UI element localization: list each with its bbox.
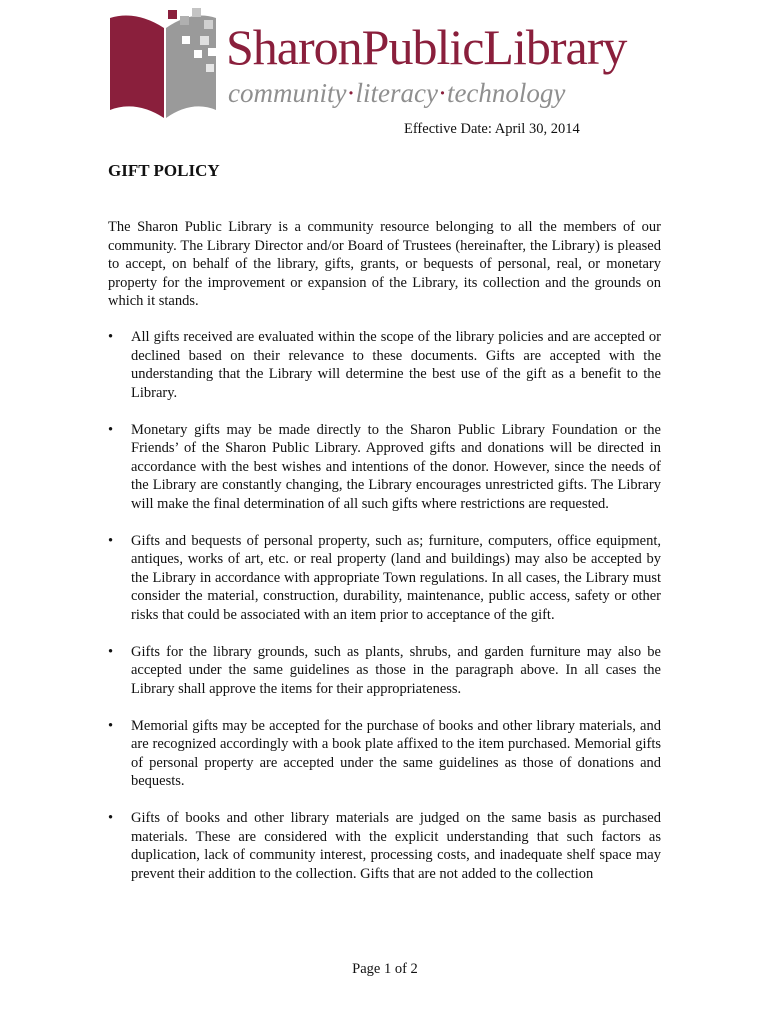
tagline-word: literacy (355, 78, 438, 108)
page-number: Page 1 of 2 (352, 961, 418, 977)
list-item (108, 328, 661, 402)
bullet-icon: • (108, 532, 114, 549)
tagline-word: technology (446, 78, 566, 108)
tagline-word: community (228, 78, 347, 108)
list-item-text: All gifts received are evaluated within the scope of the library policies and are accepted or declined based on their relevance to these documents. Gifts are accepted with the understanding that the Library will determine the best use of the gift as a benefit to the Library. (131, 329, 661, 401)
logo-title: SharonPublicLibrary (226, 19, 627, 75)
tagline-separator: · (346, 78, 356, 108)
list-item (108, 421, 661, 514)
bullet-icon: • (108, 421, 114, 438)
list-item (108, 532, 661, 625)
open-book-icon (108, 6, 220, 122)
list-item (108, 809, 661, 883)
page-title: GIFT POLICY (108, 161, 220, 180)
bullet-icon: • (108, 717, 114, 734)
list-item-text: Memorial gifts may be accepted for the purchase of books and other library materials, and are recognized accordingly with a book plate affixed to the item purchased. Memorial gifts of personal property are accepted under the same guidelines as those of donations and bequests. (131, 717, 661, 789)
tagline-separator: · (437, 78, 447, 108)
intro-paragraph: The Sharon Public Library is a community resource belonging to all the members of our community. The Library Director and/or Board of Trustees (hereinafter, the Library) is pleased to accept, on behalf of the library, gifts, grants, or bequests of personal, real, or monetary property for the improvement or expansion of the Library, its collection and the grounds on which it stands. (108, 219, 661, 309)
list-item (108, 643, 661, 699)
list-item-text: Gifts for the library grounds, such as plants, shrubs, and garden furniture may also be accepted under the same guidelines as those in the paragraph above. In all cases the Library shall approve the items for their appropriateness. (131, 643, 661, 697)
effective-date: Effective Date: April 30, 2014 (404, 121, 580, 137)
policy-list (108, 328, 661, 902)
list-item-text: Gifts and bequests of personal property, such as; furniture, computers, office equipment, antiques, works of art, etc. or real property (land and buildings) may also be accepted by the Library in accordance with appropriate Town regulations. In all cases, the Library must consider the material, construction, durability, maintenance, public access, safety or other risks that could be associated with an item prior to acceptance of the gift. (131, 532, 661, 623)
list-item (108, 717, 661, 791)
list-item-text: Gifts of books and other library materials are judged on the same basis as purchased materials. These are considered with the explicit understanding that such factors as duplication, lack of community interest, processing costs, and inadequate shelf space may prevent their addition to the collection. Gifts that are not added to the collection (131, 810, 661, 882)
bullet-icon: • (108, 643, 114, 660)
list-item-text: Monetary gifts may be made directly to the Sharon Public Library Foundation or the Friends’ of the Sharon Public Library. Approved gifts and donations will be directed in accordance with the best wishes and intentions of the donor. However, since the needs of the Library are constantly changing, the Library encourages unrestricted gifts. The Library will make the final determination of all such gifts where restrictions are requested. (131, 421, 661, 512)
bullet-icon: • (108, 810, 114, 826)
library-logo (108, 6, 668, 122)
bullet-icon: • (108, 329, 114, 345)
logo-tagline (228, 78, 565, 108)
